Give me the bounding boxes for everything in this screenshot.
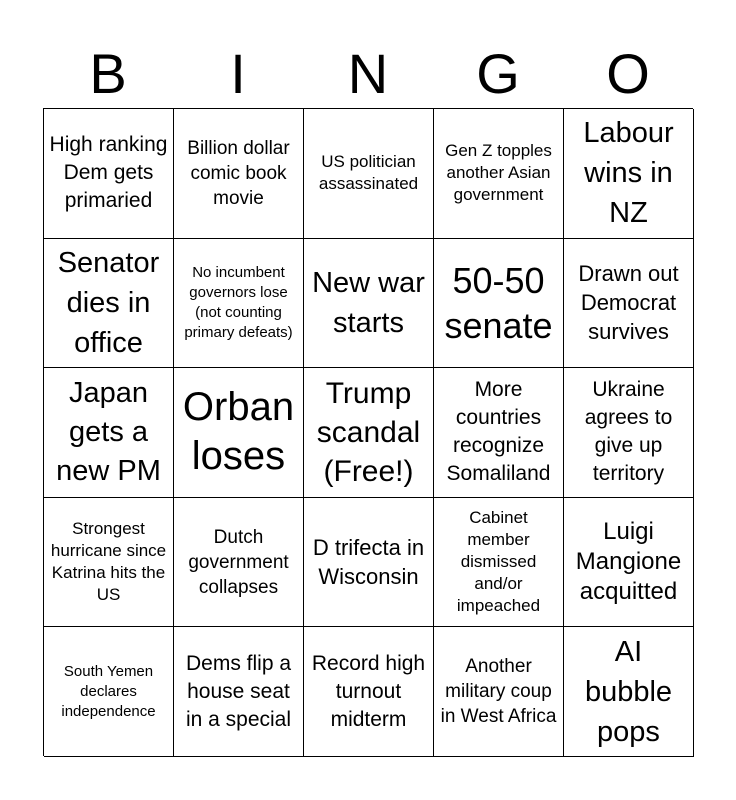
cell-text: Drawn out Democrat survives: [578, 261, 679, 345]
cell-text: Cabinet member dismissed and/or impeached: [456, 508, 541, 616]
bingo-cell[interactable]: [564, 627, 694, 757]
cell-text: 50-50 senate: [444, 259, 553, 346]
cell-text: More countries recognize Somaliland: [446, 378, 551, 486]
header-letter-b: B: [89, 42, 127, 105]
bingo-cell[interactable]: [434, 498, 564, 628]
cell-text: Trump scandal (Free!): [316, 376, 421, 488]
bingo-cell[interactable]: [304, 368, 434, 498]
bingo-cell[interactable]: [564, 368, 694, 498]
bingo-cell[interactable]: [174, 109, 304, 239]
bingo-cell[interactable]: [434, 627, 564, 757]
cell-text: New war starts: [312, 266, 425, 339]
bingo-cell[interactable]: [174, 368, 304, 498]
cell-text: Dutch government collapses: [188, 526, 289, 598]
cell-text: Orban loses: [182, 385, 295, 479]
cell-text: US politician assassinated: [318, 152, 419, 194]
bingo-cell[interactable]: [564, 239, 694, 369]
cell-text: Japan gets a new PM: [56, 376, 161, 487]
bingo-cell[interactable]: [564, 498, 694, 628]
cell-text: Billion dollar comic book movie: [187, 137, 290, 209]
bingo-cell[interactable]: [44, 239, 174, 369]
header-letter-g: G: [476, 42, 520, 105]
bingo-board: [43, 108, 693, 756]
cell-text: Ukraine agrees to give up territory: [584, 378, 673, 486]
header-letter-i: I: [230, 42, 246, 105]
header-letter-n: N: [347, 42, 389, 105]
bingo-cell[interactable]: [44, 109, 174, 239]
cell-text: Labour wins in NZ: [583, 117, 674, 230]
bingo-cell[interactable]: [434, 368, 564, 498]
cell-text: Dems flip a house seat in a special: [185, 651, 292, 731]
cell-text: South Yemen declares independence: [61, 662, 156, 720]
bingo-cell[interactable]: [564, 109, 694, 239]
bingo-cell[interactable]: [304, 498, 434, 628]
bingo-cell[interactable]: [434, 239, 564, 369]
cell-text: D trifecta in Wisconsin: [312, 535, 425, 590]
cell-text: Gen Z topples another Asian government: [445, 141, 552, 205]
bingo-cell[interactable]: [174, 498, 304, 628]
header-letter-o: O: [606, 42, 650, 105]
cell-text: AI bubble pops: [584, 635, 673, 748]
bingo-cell[interactable]: [174, 239, 304, 369]
cell-text: Another military coup in West Africa: [440, 656, 557, 728]
bingo-header: [43, 40, 693, 108]
cell-text: No incumbent governors lose (not counting primary defeats): [184, 263, 293, 341]
bingo-cell[interactable]: [304, 109, 434, 239]
cell-text: Strongest hurricane since Katrina hits the US: [50, 519, 167, 605]
cell-text: Record high turnout midterm: [311, 651, 426, 731]
bingo-cell[interactable]: [304, 627, 434, 757]
bingo-cell[interactable]: [44, 368, 174, 498]
bingo-cell[interactable]: [44, 627, 174, 757]
bingo-cell[interactable]: [434, 109, 564, 239]
bingo-cell[interactable]: [174, 627, 304, 757]
cell-text: High ranking Dem gets primaried: [49, 133, 168, 213]
cell-text: Luigi Mangione acquitted: [575, 518, 682, 606]
cell-text: Senator dies in office: [57, 246, 160, 359]
bingo-cell[interactable]: [304, 239, 434, 369]
bingo-cell[interactable]: [44, 498, 174, 628]
